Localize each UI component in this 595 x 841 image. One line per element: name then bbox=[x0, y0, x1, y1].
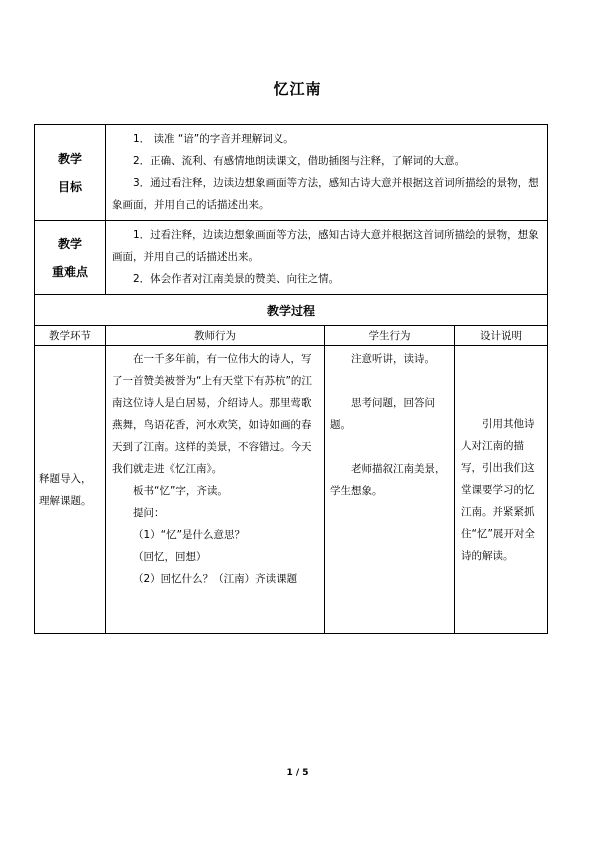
key-points-label-line1: 教学 bbox=[57, 236, 82, 251]
teacher-paragraph-board: 板书“忆”字，齐读。 bbox=[133, 485, 228, 497]
objective-item-2: 2．正确、流利、有感情地朗读课文，借助插图与注释，了解词的大意。 bbox=[133, 155, 466, 167]
objectives-row bbox=[35, 125, 548, 221]
objectives-label-line2: 目标 bbox=[57, 179, 82, 194]
objective-item-1: 1． 读准 “谙”的字音并理解词义。 bbox=[133, 133, 294, 145]
key-points-content bbox=[106, 221, 548, 295]
teacher-paragraph-q2: （2）回忆什么？（江南）齐读课题 bbox=[133, 573, 298, 585]
process-section-row bbox=[35, 295, 548, 326]
page-number: 1 / 5 bbox=[286, 768, 309, 778]
stage-cell: 释题导入，理解课题。 bbox=[35, 346, 106, 634]
process-body-row bbox=[35, 346, 548, 634]
key-point-item-1: 1．过看注释，边读边想象画面等方法，感知古诗大意并根据这首词所描绘的景物，想象画面，并用自己的话描述出来。 bbox=[112, 229, 539, 263]
objectives-content bbox=[106, 125, 548, 221]
teacher-paragraph-q1: （1）“忆”是什么意思？ bbox=[133, 529, 246, 541]
lesson-plan-table bbox=[34, 124, 548, 634]
objectives-label bbox=[35, 125, 106, 221]
teacher-paragraph-question: 提问： bbox=[133, 507, 165, 519]
design-cell bbox=[455, 346, 548, 634]
student-action-2: 思考问题，回答问题。 bbox=[330, 397, 435, 431]
objectives-label-line1: 教学 bbox=[57, 151, 82, 166]
header-teacher: 教师行为 bbox=[106, 326, 325, 346]
process-header-row bbox=[35, 326, 548, 346]
key-points-label-line2: 重难点 bbox=[51, 264, 88, 279]
student-action-3: 老师描叙江南美景，学生想象。 bbox=[330, 463, 446, 497]
header-student: 学生行为 bbox=[325, 326, 455, 346]
document-title: 忆江南 bbox=[273, 80, 322, 98]
student-action-1: 注意听讲，读诗。 bbox=[351, 353, 435, 365]
process-section-title: 教学过程 bbox=[35, 295, 548, 326]
key-point-item-2: 2．体会作者对江南美景的赞美、向往之情。 bbox=[133, 273, 340, 285]
key-points-label bbox=[35, 221, 106, 295]
teacher-cell bbox=[106, 346, 325, 634]
design-note: 引用其他诗人对江南的描写，引出我们这堂课要学习的忆江南。并紧紧抓住“忆”展开对全诗的解读。 bbox=[461, 417, 535, 562]
objective-item-3: 3．通过看注释，边读边想象画面等方法，感知古诗大意并根据这首词所描绘的景物，想象画面，并用自己的话描述出来。 bbox=[112, 177, 539, 211]
header-stage: 教学环节 bbox=[35, 326, 106, 346]
teacher-paragraph-intro: 在一千多年前，有一位伟大的诗人，写了一首赞美被誉为“上有天堂下有苏杭”的江南这位诗人是白居易，介绍诗人。那里莺歌燕舞，鸟语花香，河水欢笑，如诗如画的春天到了江南。这样的美景，不容错过。今天我们就走进《忆江南》。 bbox=[112, 353, 312, 475]
header-design: 设计说明 bbox=[455, 326, 548, 346]
key-points-row bbox=[35, 221, 548, 295]
teacher-paragraph-a1: （回忆，回想） bbox=[133, 551, 207, 563]
student-cell bbox=[325, 346, 455, 634]
